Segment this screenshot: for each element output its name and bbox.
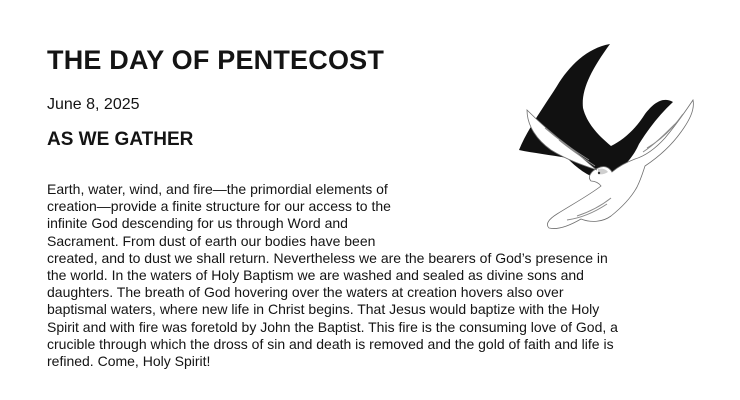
paragraph-line: crucible through which the dross of sin and death is removed and the gold of faith and life is	[47, 335, 614, 352]
paragraph-line: daughters. The breath of God hovering over the waters at creation hovers also over	[47, 284, 564, 301]
paragraph-line: Sacrament. From dust of earth our bodies have been	[47, 232, 376, 249]
service-date: June 8, 2025	[47, 96, 140, 113]
paragraph-line: the world. In the waters of Holy Baptism we are washed and sealed as divine sons and	[47, 267, 584, 284]
section-heading: AS WE GATHER	[47, 129, 194, 150]
paragraph-line: creation—provide a finite structure for our access to the	[47, 198, 391, 215]
dove-eye	[598, 172, 600, 174]
paragraph-line: Spirit and with fire was foretold by John the Baptist. This fire is the consuming love of God, a	[47, 318, 618, 335]
paragraph-line: baptismal waters, where new life in Christ begins. That Jesus would baptize with the Holy	[47, 301, 600, 318]
page-title: THE DAY OF PENTECOST	[47, 45, 385, 75]
paragraph-line: refined. Come, Holy Spirit!	[47, 353, 211, 370]
paragraph-line: infinite God descending for us through Word and	[47, 215, 348, 232]
dove-with-flame-icon	[515, 28, 700, 238]
paragraph-line: created, and to dust we shall return. Nevertheless we are the bearers of God’s presence in	[47, 249, 608, 266]
paragraph-line: Earth, water, wind, and fire—the primordial elements of	[47, 181, 388, 197]
